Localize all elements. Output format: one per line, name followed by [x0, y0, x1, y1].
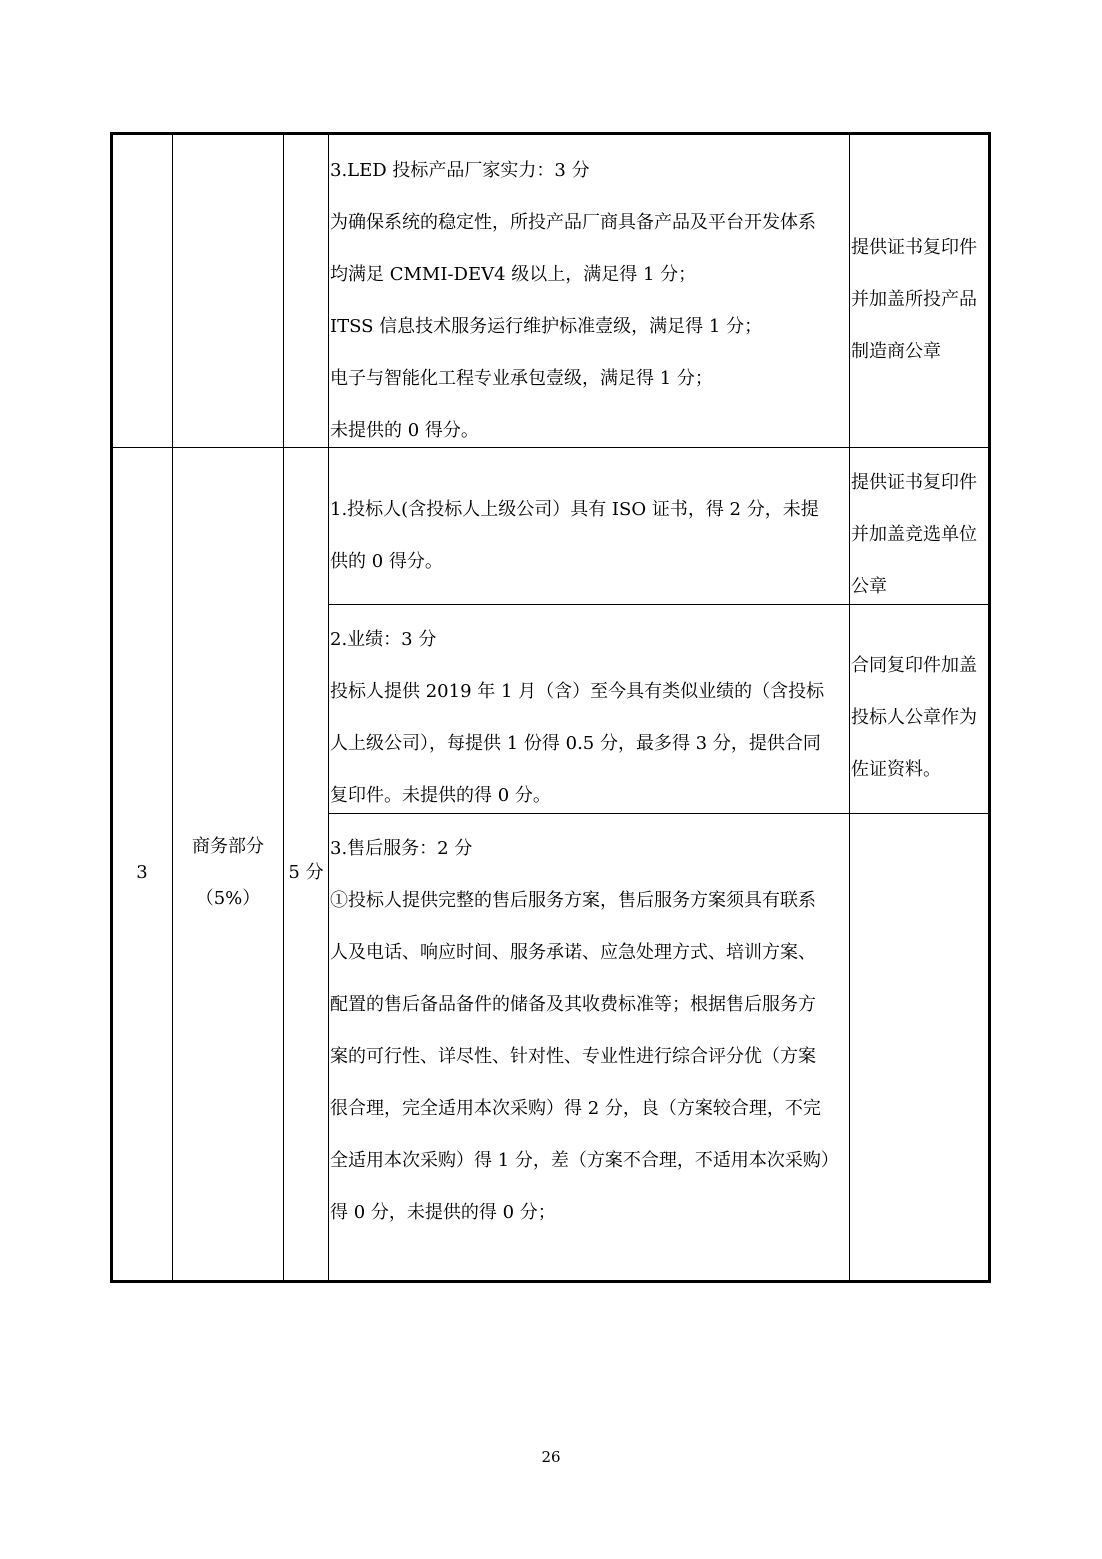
text-line: 为确保系统的稳定性，所投产品厂商具备产品及平台开发体系: [330, 212, 816, 233]
text-line: 合同复印件加盖: [851, 655, 977, 676]
text-line: 公章: [851, 576, 887, 597]
prev-row-criteria: [330, 145, 848, 457]
row-category: [173, 821, 283, 925]
text-line: 供的 0 得分。: [330, 551, 443, 572]
category-weight: （5%）: [195, 888, 261, 909]
text-line: 人及电话、响应时间、服务承诺、应急处理方式、培训方案、: [330, 942, 816, 963]
text-line: 配置的售后备品备件的储备及其收费标准等；根据售后服务方: [330, 994, 816, 1015]
item-3-criteria: [330, 823, 848, 1239]
text-line: 佐证资料。: [851, 759, 941, 780]
text-line: 3.售后服务：2 分: [330, 838, 473, 859]
category-label: 商务部分: [192, 836, 264, 857]
text-line: 均满足 CMMI-DEV4 级以上，满足得 1 分；: [330, 264, 697, 285]
row-number: 3: [136, 862, 148, 883]
text-line: 很合理，完全适用本次采购）得 2 分，良（方案较合理，不完: [330, 1098, 821, 1119]
text-line: 全适用本次采购）得 1 分，差（方案不合理，不适用本次采购）: [330, 1150, 839, 1171]
text-line: 制造商公章: [851, 341, 941, 362]
item-2-evidence: [851, 640, 989, 796]
text-line: 提供证书复印件: [851, 237, 977, 258]
text-line: 3.LED 投标产品厂家实力：3 分: [330, 160, 590, 181]
col-divider-4: [849, 134, 850, 1281]
text-line: 案的可行性、详尽性、针对性、专业性进行综合评分优（方案: [330, 1046, 816, 1067]
text-line: 人上级公司），每提供 1 份得 0.5 分，最多得 3 分，提供合同: [330, 733, 821, 754]
text-line: 投标人公章作为: [851, 707, 977, 728]
text-line: ITSS 信息技术服务运行维护标准壹级，满足得 1 分；: [330, 316, 763, 337]
col-divider-3: [328, 134, 329, 1281]
text-line: 复印件。未提供的得 0 分。: [330, 785, 551, 806]
item-1-criteria: [330, 484, 848, 588]
text-line: 并加盖竞选单位: [851, 524, 977, 545]
col-divider-1: [172, 134, 173, 1281]
text-line: 2.业绩：3 分: [330, 629, 437, 650]
page-number: 26: [541, 1448, 561, 1466]
text-line: 未提供的 0 得分。: [330, 420, 479, 441]
item-1-evidence: [851, 457, 989, 613]
prev-row-evidence: [851, 222, 989, 378]
text-line: 1.投标人(含投标人上级公司）具有 ISO 证书，得 2 分，未提: [330, 499, 819, 520]
text-line: 并加盖所投产品: [851, 289, 977, 310]
text-line: 提供证书复印件: [851, 472, 977, 493]
col-divider-2: [283, 134, 284, 1281]
item-2-criteria: [330, 614, 848, 822]
text-line: ①投标人提供完整的售后服务方案，售后服务方案须具有联系: [330, 890, 816, 911]
text-line: 电子与智能化工程专业承包壹级，满足得 1 分；: [330, 368, 713, 389]
row-score: 5 分: [288, 862, 324, 883]
text-line: 投标人提供 2019 年 1 月（含）至今具有类似业绩的（含投标: [330, 681, 825, 702]
text-line: 得 0 分，未提供的得 0 分；: [330, 1202, 556, 1223]
